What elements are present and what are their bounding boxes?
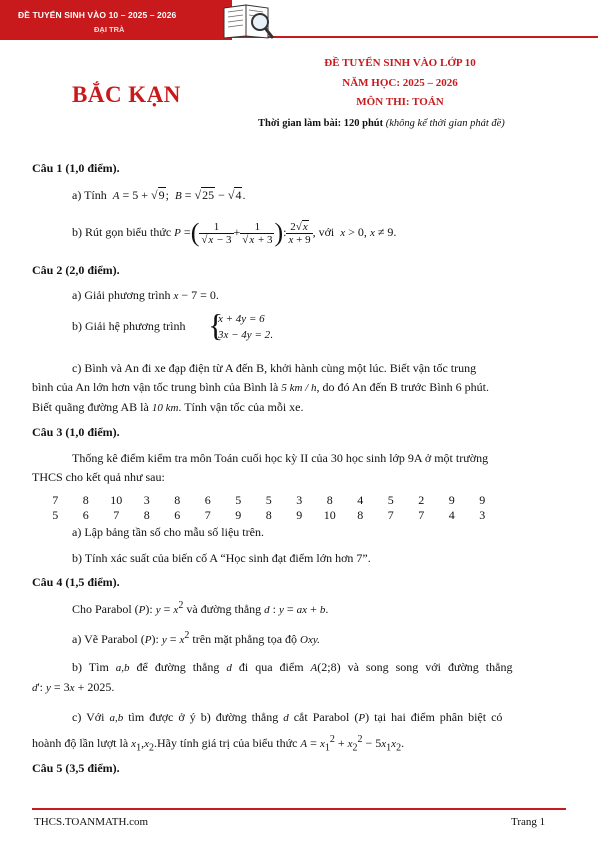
- banner-title: ĐỀ TUYỂN SINH VÀO 10 – 2025 – 2026: [18, 10, 177, 20]
- question-2b-label: b) Giải hệ phương trình: [72, 319, 186, 333]
- banner-subtitle: ĐẠI TRÀ: [94, 25, 125, 34]
- score-cell: 8: [143, 508, 150, 522]
- score-cell: 7: [113, 508, 120, 522]
- question-2c: c) Bình và An đi xe đạp điện từ A đến B, khởi hành cùng một lúc. Biết vận tốc trung bình của An lớn hơn vận tốc trung bình của Bình là 5 km / h, do đó An đến B trước Bình 6 phút. Biết quãng đường AB là 10 km. Tính vận tốc của mỗi xe.: [32, 361, 489, 414]
- score-cell: 3: [296, 493, 303, 507]
- question-4b-line: d': y = 3x + 2025.: [32, 680, 115, 694]
- score-cell: 8: [326, 493, 333, 507]
- score-cell: 3: [479, 508, 486, 522]
- score-cell: 4: [357, 493, 364, 507]
- score-cell: 6: [204, 493, 211, 507]
- score-cell: 7: [52, 493, 59, 507]
- exam-time: Thời gian làm bài: 120 phút (không kể thời gian phát đề): [258, 118, 505, 129]
- score-cell: 6: [174, 508, 181, 522]
- score-cell: 9: [296, 508, 303, 522]
- score-cell: 3: [143, 493, 150, 507]
- score-grid: [40, 493, 498, 523]
- province-title: BẮC KẠN: [72, 82, 181, 107]
- system-eq2: 3x − 4y = 2.: [218, 329, 273, 341]
- score-cell: 2: [418, 493, 425, 507]
- score-cell: 8: [174, 493, 181, 507]
- score-cell: 10: [323, 508, 336, 522]
- question-3-intro: Thống kê điểm kiểm tra môn Toán cuối học kỳ II của 30 học sinh lớp 9A ở một trường THCS cho kết quả như sau:: [32, 451, 489, 484]
- book-magnifier-icon: [218, 2, 278, 42]
- question-4c: c) Với a,b tìm được ở ý b) đường thẳng d cắt Parabol (P) tại hai điểm phân biệt có: [72, 710, 503, 724]
- exam-year: NĂM HỌC: 2025 – 2026: [342, 77, 458, 89]
- score-cell: 8: [265, 508, 272, 522]
- footer-rule: [32, 808, 566, 810]
- score-cell: 9: [235, 508, 242, 522]
- score-cell: 4: [448, 508, 455, 522]
- score-cell: 6: [82, 508, 89, 522]
- system-brace: {: [208, 307, 224, 343]
- score-cell: 7: [204, 508, 211, 522]
- question-4-intro: Cho Parabol (P): $y = x^2$ và đường thẳng d : y = ax + b.: [72, 600, 329, 616]
- score-cell: 5: [265, 493, 272, 507]
- banner-rule: [228, 36, 598, 38]
- question-1-title: Câu 1 (1,0 điểm).: [32, 161, 120, 175]
- question-4a: a) Vẽ Parabol (P): $y = x^2$ trên mặt phẳng tọa độ Oxy.: [72, 630, 320, 646]
- score-cell: 8: [82, 493, 89, 507]
- score-cell: 5: [387, 493, 394, 507]
- exam-subject: MÔN THI: TOÁN: [356, 96, 444, 108]
- score-cell: 5: [52, 508, 59, 522]
- question-5-title: Câu 5 (3,5 điểm).: [32, 761, 120, 775]
- question-3a: a) Lập bảng tần số cho mẫu số liệu trên.: [72, 525, 264, 539]
- question-4b: b) Tìm a,b để đường thẳng d đi qua điểm A(2;8) và song song với đường thẳng: [72, 660, 513, 674]
- score-cell: 8: [357, 508, 364, 522]
- footer-site-link[interactable]: THCS.TOANMATH.com: [34, 816, 149, 828]
- question-3b: b) Tính xác suất của biến cố A “Học sinh đạt điểm lớn hơn 7”.: [72, 551, 371, 565]
- system-eq1: x + 4y = 6: [218, 313, 265, 325]
- footer-page-number: Trang 1: [511, 816, 546, 828]
- header-banner: [0, 0, 232, 40]
- question-4-title: Câu 4 (1,5 điểm).: [32, 575, 120, 589]
- question-1b: b) Rút gọn biểu thức P =( $\frac{1}{√x - 3}$ + $\frac{1}{√x + 3}$ ): $\frac{2√x}{x + 9}$ , với x > 0, x ≠ 9.: [72, 218, 397, 247]
- question-1a: a) Tính A = 5 + √9; B = √25 − √4.: [72, 188, 246, 202]
- score-cell: 9: [448, 493, 455, 507]
- question-2-title: Câu 2 (2,0 điểm).: [32, 263, 120, 277]
- score-cell: 7: [387, 508, 394, 522]
- score-cell: 5: [235, 493, 242, 507]
- score-cell: 9: [479, 493, 486, 507]
- question-3-title: Câu 3 (1,0 điểm).: [32, 425, 120, 439]
- score-cell: 7: [418, 508, 425, 522]
- question-4c-line: hoành độ lần lượt là $x_1,x_2.Hãy$ tính giá trị của biểu thức $A = x_1^2 + x_2^2 - 5x_1x_2$.: [32, 734, 405, 754]
- question-2a: a) Giải phương trình x − 7 = 0.: [72, 288, 219, 302]
- score-cell: 10: [110, 493, 123, 507]
- exam-title: ĐỀ TUYỂN SINH VÀO LỚP 10: [324, 57, 476, 69]
